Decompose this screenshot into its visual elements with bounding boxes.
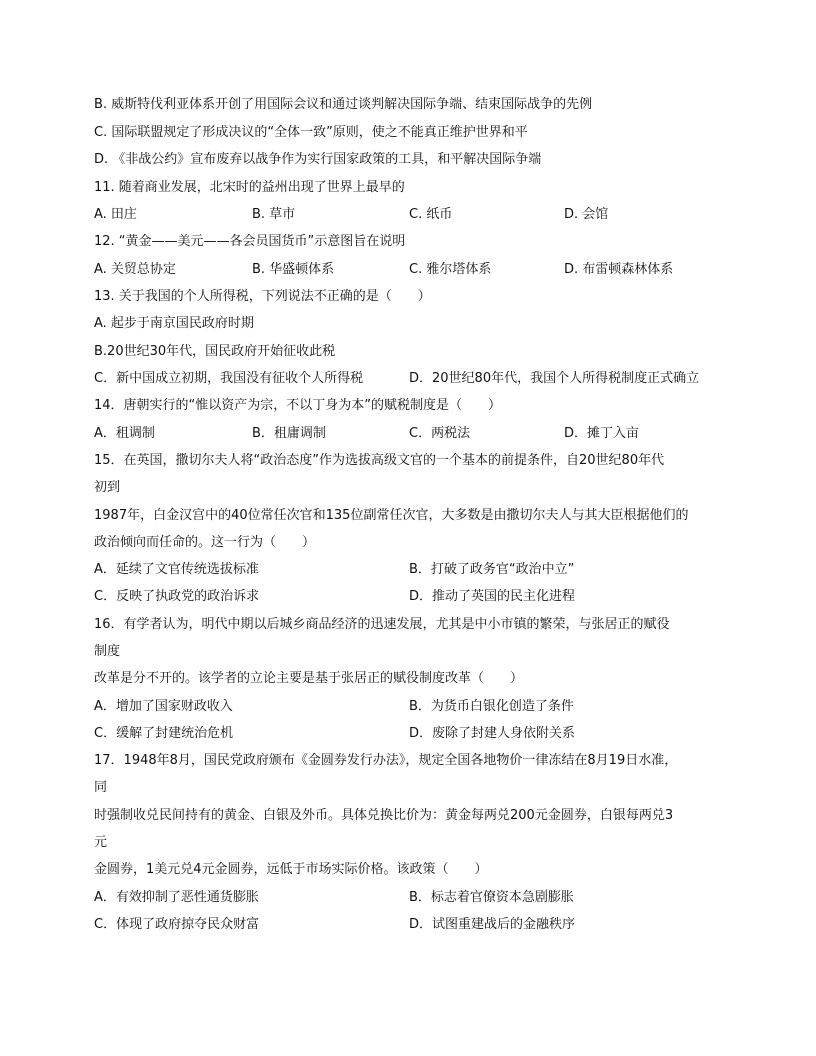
option-c: C．反映了执政党的政治诉求 (94, 589, 260, 604)
question-16-stem: 改革是分不开的。该学者的立论主要是基于张居正的赋役制度改革（ ） (94, 671, 524, 686)
option-a: A．增加了国家财政收入 (94, 699, 233, 714)
option-d: D．废除了封建人身依附关系 (409, 726, 576, 741)
question-15-stem: 15．在英国，撒切尔夫人将“政治态度”作为选拔高级文官的一个基本的前提条件，自20世纪80年代 (94, 453, 665, 468)
option-c: C. 纸币 (409, 207, 453, 222)
option-b: B. 华盛顿体系 (252, 262, 335, 277)
question-13-stem: 13. 关于我国的个人所得税，下列说法不正确的是（ ） (94, 289, 431, 304)
question-17-stem: 金圆券，1美元兑4元金圆券，远低于市场实际价格。该政策（ ） (94, 862, 488, 877)
option-b: B．标志着官僚资本急剧膨胀 (409, 890, 574, 905)
option-c: C．两税法 (409, 426, 471, 441)
option-d: D. 布雷顿森林体系 (564, 262, 674, 277)
option-line: D. 《非战公约》宣布废弃以战争作为实行国家政策的工具，和平解决国际争端 (94, 152, 542, 167)
question-15-stem: 初到 (94, 480, 121, 495)
option-a: A. 田庄 (94, 207, 137, 222)
option-c: C. 雅尔塔体系 (409, 262, 492, 277)
option-b: B．租庸调制 (252, 426, 326, 441)
option-b: B. 草市 (252, 207, 296, 222)
option-d: D．推动了英国的民主化进程 (409, 589, 576, 604)
option-d: D．试图重建战后的金融秩序 (409, 917, 576, 932)
option-b: B.20世纪30年代，国民政府开始征收此税 (94, 344, 336, 359)
option-a: A. 起步于南京国民政府时期 (94, 316, 254, 331)
question-14-stem: 14．唐朝实行的“惟以资产为宗，不以丁身为本”的赋税制度是（ ） (94, 398, 502, 413)
option-b: B．打破了政务官“政治中立” (409, 562, 575, 577)
question-17-stem: 17．1948年8月，国民党政府颁布《金圆券发行办法》，规定全国各地物价一律冻结在8月19日水准， (94, 753, 678, 768)
option-a: A．租调制 (94, 426, 155, 441)
option-b: B．为货币白银化创造了条件 (409, 699, 574, 714)
question-17-stem: 同 (94, 780, 108, 795)
question-16-stem: 16．有学者认为，明代中期以后城乡商品经济的迅速发展，尤其是中小市镇的繁荣，与张居正的赋役 (94, 617, 670, 632)
question-17-stem: 元 (94, 835, 108, 850)
question-11-stem: 11. 随着商业发展，北宋时的益州出现了世界上最早的 (94, 180, 405, 195)
question-16-stem: 制度 (94, 644, 121, 659)
option-a: A．有效抑制了恶性通货膨胀 (94, 890, 259, 905)
question-15-stem: 政治倾向而任命的。这一行为（ ） (94, 535, 316, 550)
option-c: C．体现了政府掠夺民众财富 (94, 917, 260, 932)
option-line: B. 威斯特伐利亚体系开创了用国际会议和通过谈判解决国际争端、结束国际战争的先例 (94, 97, 593, 112)
option-d: D．20世纪80年代，我国个人所得税制度正式确立 (409, 371, 700, 386)
option-c: C．缓解了封建统治危机 (94, 726, 234, 741)
option-line: C. 国际联盟规定了形成决议的“全体一致”原则，使之不能真正维护世界和平 (94, 125, 528, 140)
option-d: D. 会馆 (564, 207, 609, 222)
option-d: D．摊丁入亩 (564, 426, 640, 441)
question-12-stem: 12. “黄金——美元——各会员国货币”示意图旨在说明 (94, 234, 406, 249)
question-17-stem: 时强制收兑民间持有的黄金、白银及外币。具体兑换比价为：黄金每两兑200元金圆券，白银每两兑3 (94, 808, 674, 823)
option-a: A. 关贸总协定 (94, 262, 176, 277)
question-15-stem: 1987年，白金汉宫中的40位常任次官和135位副常任次官，大多数是由撒切尔夫人与其大臣根据他们的 (94, 508, 689, 523)
option-c: C．新中国成立初期，我国没有征收个人所得税 (94, 371, 364, 386)
option-a: A．延续了文官传统选拔标准 (94, 562, 259, 577)
